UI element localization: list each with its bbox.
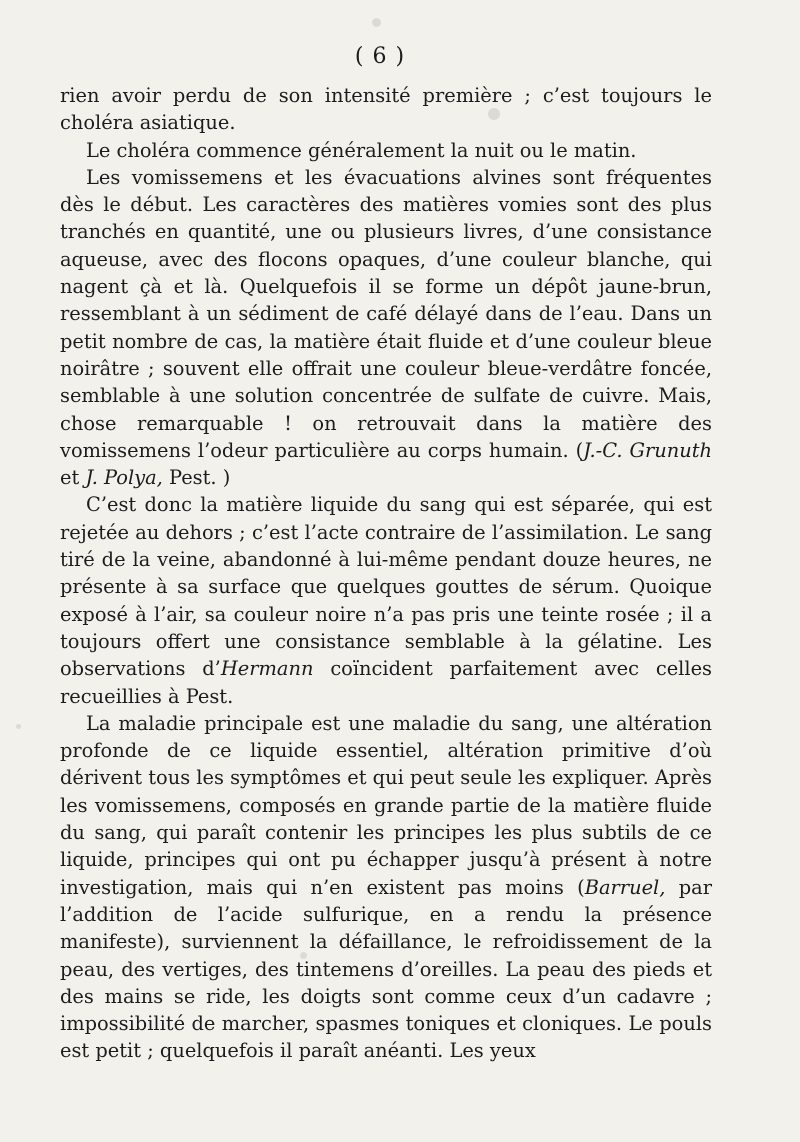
text-run: C’est donc la matière liquide du sang qui est séparée, qui est rejetée au dehors ; c’est l’acte contraire de l’assimilation. Le sang tiré de la veine, abandonné à lui-même pendant douze heures, ne présente à sa surface que quelques gouttes de sérum. Quoique exposé à l’air, sa couleur noire n’a pas pris une teinte rosée ; il a toujours offert une consistance semblable à la gélatine. Les observations d’ xyxy=(60,493,712,681)
text-run: Les vomissemens et les évacuations alvines sont fréquentes dès le début. Les caractères des matières vomies sont des plus tranchés en quantité, une ou plusieurs livres, d’une consistance aqueuse, avec des flocons opaques, d’une couleur blanche, qui nagent çà et là. Quelquefois il se forme un dépôt jaune-brun, ressemblant à un sédiment de café délayé dans de l’eau. Dans un petit nombre de cas, la matière était fluide et d’une couleur bleue noirâtre ; souvent elle offrait une couleur bleue-verdâtre foncée, semblable à une solution concentrée de sulfate de cuivre. Mais, chose remarquable ! on retrouvait dans la matière des vomissemens l’odeur particulière au corps humain. ( xyxy=(60,165,712,462)
italic-text: Barruel, xyxy=(584,875,666,899)
paragraph xyxy=(60,82,712,137)
text-run: La maladie principale est une maladie du sang, une altération profonde de ce liquide essentiel, altération primitive d’où dérivent tous les symptômes et qui peut seule les expliquer. Après les vomissemens, composés en grande partie de la matière fluide du sang, qui paraît contenir les principes les plus subtils de ce liquide, principes qui ont pu échapper jusqu’à présent à notre investigation, mais qui n’en existent pas moins ( xyxy=(60,711,712,899)
paragraph xyxy=(60,491,712,709)
text-run: Pest. ) xyxy=(162,466,231,490)
italic-text: J.-C. Grunuth xyxy=(583,438,712,462)
italic-text: J. Polya, xyxy=(85,466,163,490)
text-run: rien avoir perdu de son intensité première ; c’est toujours le choléra asiatique. xyxy=(60,84,712,135)
text-run: par l’addition de l’acide sulfurique, en a rendu la présence manifeste), surviennent la défaillance, le refroidissement de la peau, des vertiges, des tintemens d’oreilles. La peau des pieds et des mains se ride, les doigts sont comme ceux d’un cadavre ; impossibilité de marcher, spasmes toniques et cloniques. Le pouls est petit ; quelquefois il paraît anéanti. Les yeux xyxy=(60,875,712,1063)
paper-speck xyxy=(16,724,21,729)
paper-speck xyxy=(372,18,381,27)
paragraph xyxy=(60,164,712,492)
body-text xyxy=(60,82,712,1065)
italic-text: Hermann xyxy=(220,657,314,681)
text-run: et xyxy=(60,466,86,490)
page-number: ( 6 ) xyxy=(354,44,406,69)
paragraph xyxy=(60,710,712,1065)
text-run: coïncident parfaitement avec celles recueillies à Pest. xyxy=(60,657,712,708)
paragraph xyxy=(60,137,712,164)
text-run: Le choléra commence généralement la nuit ou le matin. xyxy=(86,138,637,162)
